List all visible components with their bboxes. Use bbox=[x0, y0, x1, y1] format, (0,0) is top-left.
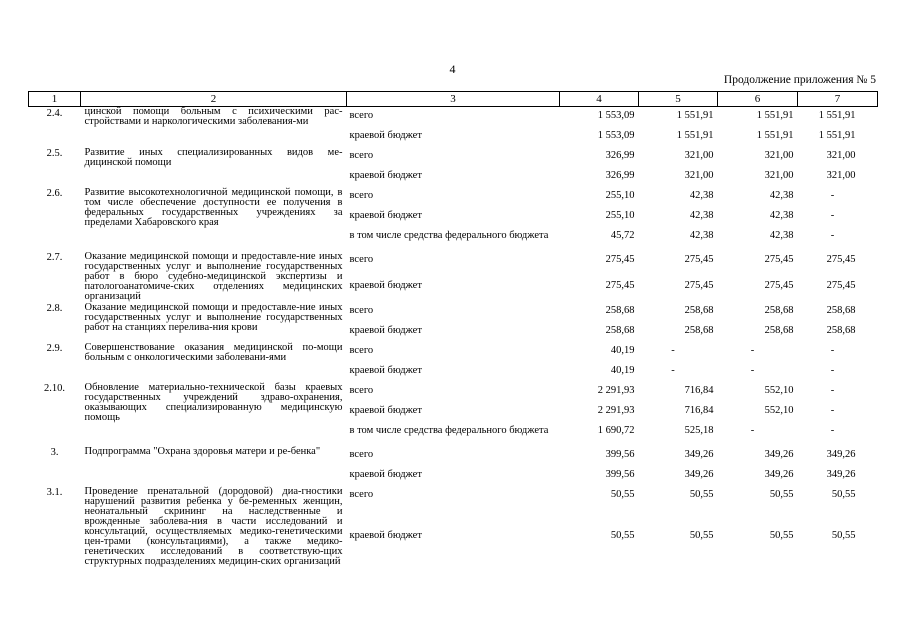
value-cell-col-7: 275,45 bbox=[826, 279, 856, 291]
value-cell-col-4: 2 291,93 bbox=[597, 385, 635, 396]
value-cell-col-4: 399,56 bbox=[605, 469, 635, 480]
funding-source-label: всего bbox=[349, 110, 374, 121]
budget-table bbox=[28, 91, 878, 567]
value-cell-col-7: 1 551,91 bbox=[818, 110, 856, 121]
row-name: Обновление материально-технической базы краевых государственных учреждений здраво-охранения, оказывающих специализированную медицинскую помощь bbox=[84, 382, 343, 423]
value-cell-col-4: 2 291,93 bbox=[597, 405, 635, 416]
value-cell-col-7: 275,45 bbox=[826, 254, 856, 265]
value-cell-col-7: 321,00 bbox=[826, 150, 856, 161]
value-cell-col-6: 1 551,91 bbox=[756, 110, 794, 121]
value-cell-col-5: 349,26 bbox=[684, 449, 714, 460]
row-number: 2.5. bbox=[46, 148, 63, 159]
value-cell-col-6: - bbox=[750, 345, 755, 356]
value-cell-col-7: 258,68 bbox=[826, 305, 856, 316]
value-cell-col-5: 716,84 bbox=[684, 405, 714, 416]
value-cell-col-4: 275,45 bbox=[605, 279, 635, 291]
value-cell-col-6: 50,55 bbox=[769, 529, 794, 541]
value-cell-col-7: 1 551,91 bbox=[818, 130, 856, 141]
value-cell-col-6: 42,38 bbox=[769, 210, 794, 221]
funding-source-label: краевой бюджет bbox=[349, 279, 422, 291]
page-number: 4 bbox=[449, 62, 456, 76]
value-cell-col-6: 1 551,91 bbox=[756, 130, 794, 141]
row-name: Подпрограмма "Охрана здоровья матери и ре-бенка" bbox=[84, 446, 321, 457]
table-row bbox=[29, 302, 878, 322]
value-cell-col-4: 40,19 bbox=[610, 345, 635, 356]
funding-source-label: краевой бюджет bbox=[349, 210, 422, 221]
continuation-note: Продолжение приложения № 5 bbox=[723, 74, 876, 86]
value-cell-col-5: 321,00 bbox=[684, 170, 714, 181]
value-cell-col-7: - bbox=[830, 405, 835, 416]
value-cell-col-4: 326,99 bbox=[605, 170, 635, 181]
funding-source-label: всего bbox=[349, 150, 374, 161]
funding-source-label: всего bbox=[349, 190, 374, 201]
header-col-3: 3 bbox=[347, 92, 560, 107]
value-cell-col-7: - bbox=[830, 230, 835, 241]
table-row bbox=[29, 486, 878, 527]
value-cell-col-5: 258,68 bbox=[684, 305, 714, 316]
table-body bbox=[29, 107, 878, 568]
value-cell-col-6: 42,38 bbox=[769, 230, 794, 241]
funding-source-label: краевой бюджет bbox=[349, 405, 422, 416]
value-cell-col-5: - bbox=[671, 345, 675, 356]
value-cell-col-7: - bbox=[830, 385, 835, 396]
value-cell-col-7: - bbox=[830, 210, 835, 221]
funding-source-label: всего bbox=[349, 305, 374, 316]
value-cell-col-6: 552,10 bbox=[764, 385, 794, 396]
value-cell-col-6: 349,26 bbox=[764, 469, 794, 480]
funding-source-label: краевой бюджет bbox=[349, 130, 422, 141]
row-name: Проведение пренатальной (дородовой) диа-гностики нарушений развития ребенка у бе-ременных женщин, неонатальный скрининг на наследственные и врожденные заболева-ния в части исследований и консультаций, осуществляемых медико-генетическими цен-трами (консультациями), а также медико-генетических исследований в соответствую-щих структурных подразделениях медицин-ских организаций bbox=[84, 486, 343, 567]
value-cell-col-6: 42,38 bbox=[769, 190, 794, 201]
funding-source-label: всего bbox=[349, 385, 374, 396]
header-col-4: 4 bbox=[560, 92, 639, 107]
value-cell-col-4: 255,10 bbox=[605, 190, 635, 201]
row-number: 2.4. bbox=[46, 108, 63, 119]
value-cell-col-5: 525,18 bbox=[684, 425, 714, 436]
value-cell-col-4: 326,99 bbox=[605, 150, 635, 161]
table-row bbox=[29, 251, 878, 277]
value-cell-col-4: 1 553,09 bbox=[597, 130, 635, 141]
funding-source-label: в том числе средства федерального бюджета bbox=[349, 230, 549, 241]
funding-source-label: всего bbox=[349, 449, 374, 460]
value-cell-col-6: 321,00 bbox=[764, 150, 794, 161]
value-cell-col-6: - bbox=[750, 365, 755, 376]
value-cell-col-7: 50,55 bbox=[831, 529, 856, 541]
value-cell-col-5: 42,38 bbox=[689, 230, 714, 241]
value-cell-col-4: 40,19 bbox=[610, 365, 635, 376]
header-col-7: 7 bbox=[798, 92, 878, 107]
value-cell-col-7: - bbox=[830, 190, 835, 201]
header-col-5: 5 bbox=[639, 92, 718, 107]
row-name: цинской помощи больным с психическими рас-стройствами и наркологическими заболевания-ми bbox=[84, 106, 343, 127]
row-number: 3.1. bbox=[46, 487, 63, 498]
value-cell-col-7: 349,26 bbox=[826, 449, 856, 460]
value-cell-col-6: 275,45 bbox=[764, 254, 794, 265]
table-row bbox=[29, 446, 878, 466]
row-number: 2.10. bbox=[44, 383, 65, 394]
funding-source-label: краевой бюджет bbox=[349, 325, 422, 336]
value-cell-col-5: 42,38 bbox=[689, 190, 714, 201]
funding-source-label: краевой бюджет bbox=[349, 170, 422, 181]
value-cell-col-5: 50,55 bbox=[689, 529, 714, 541]
value-cell-col-7: 321,00 bbox=[826, 170, 856, 181]
value-cell-col-6: 258,68 bbox=[764, 325, 794, 336]
value-cell-col-4: 50,55 bbox=[610, 529, 635, 541]
table-row bbox=[29, 147, 878, 167]
value-cell-col-5: 716,84 bbox=[684, 385, 714, 396]
value-cell-col-6: 321,00 bbox=[764, 170, 794, 181]
funding-source-label: всего bbox=[349, 254, 374, 265]
value-cell-col-6: 349,26 bbox=[764, 449, 794, 460]
row-number: 2.9. bbox=[46, 343, 63, 354]
row-number: 2.7. bbox=[46, 252, 63, 263]
value-cell-col-5: 275,45 bbox=[684, 254, 714, 265]
funding-source-label: всего bbox=[349, 489, 374, 500]
header-col-1: 1 bbox=[29, 92, 81, 107]
value-cell-col-6: 552,10 bbox=[764, 405, 794, 416]
value-cell-col-4: 1 690,72 bbox=[597, 425, 635, 436]
value-cell-col-5: 258,68 bbox=[684, 325, 714, 336]
value-cell-col-5: 349,26 bbox=[684, 469, 714, 480]
value-cell-col-6: 50,55 bbox=[769, 489, 794, 500]
value-cell-col-4: 255,10 bbox=[605, 210, 635, 221]
value-cell-col-7: 50,55 bbox=[831, 489, 856, 500]
value-cell-col-4: 45,72 bbox=[610, 230, 635, 241]
value-cell-col-7: 258,68 bbox=[826, 325, 856, 336]
value-cell-col-4: 1 553,09 bbox=[597, 110, 635, 121]
value-cell-col-4: 399,56 bbox=[605, 449, 635, 460]
table-row bbox=[29, 107, 878, 128]
value-cell-col-4: 258,68 bbox=[605, 325, 635, 336]
funding-source-label: краевой бюджет bbox=[349, 469, 422, 480]
value-cell-col-7: 349,26 bbox=[826, 469, 856, 480]
funding-source-label: всего bbox=[349, 345, 374, 356]
funding-source-label: краевой бюджет bbox=[349, 365, 422, 376]
value-cell-col-5: 321,00 bbox=[684, 150, 714, 161]
value-cell-col-6: 275,45 bbox=[764, 279, 794, 291]
value-cell-col-5: 42,38 bbox=[689, 210, 714, 221]
value-cell-col-4: 258,68 bbox=[605, 305, 635, 316]
table-row bbox=[29, 187, 878, 207]
row-number: 2.8. bbox=[46, 303, 63, 314]
value-cell-col-5: 50,55 bbox=[689, 489, 714, 500]
value-cell-col-5: 1 551,91 bbox=[676, 130, 714, 141]
value-cell-col-7: - bbox=[830, 425, 835, 436]
table-row bbox=[29, 342, 878, 362]
row-name: Развитие иных специализированных видов ме-дицинской помощи bbox=[84, 147, 343, 168]
value-cell-col-4: 275,45 bbox=[605, 254, 635, 265]
row-name: Совершенствование оказания медицинской по-мощи больным с онкологическими заболевани-ями bbox=[84, 342, 343, 363]
row-name: Развитие высокотехнологичной медицинской помощи, в том числе обеспечение доступности ее получения в федеральных государственных учреждениях за пределами Хабаровского края bbox=[84, 187, 343, 228]
row-number: 3. bbox=[50, 447, 59, 458]
header-row bbox=[29, 92, 878, 107]
value-cell-col-5: 1 551,91 bbox=[676, 110, 714, 121]
funding-source-label: в том числе средства федерального бюджета bbox=[349, 425, 549, 436]
row-number: 2.6. bbox=[46, 188, 63, 199]
row-name: Оказание медицинской помощи и предоставле-ние иных государственных услуг и выполнение государственных работ в бюро судебно-медицинской экспертизы и патологоанатомиче-ских отделениях медицинских организаций bbox=[84, 251, 343, 302]
value-cell-col-7: - bbox=[830, 345, 835, 356]
value-cell-col-5: 275,45 bbox=[684, 279, 714, 291]
value-cell-col-4: 50,55 bbox=[610, 489, 635, 500]
header-col-2: 2 bbox=[81, 92, 347, 107]
row-name: Оказание медицинской помощи и предоставле-ние иных государственных услуг и выполнение государственных работ на станциях перелива-ния крови bbox=[84, 302, 343, 333]
value-cell-col-6: 258,68 bbox=[764, 305, 794, 316]
header-col-6: 6 bbox=[718, 92, 798, 107]
value-cell-col-7: - bbox=[830, 365, 835, 376]
funding-source-label: краевой бюджет bbox=[349, 529, 422, 541]
value-cell-col-5: - bbox=[671, 365, 675, 376]
table-row bbox=[29, 382, 878, 402]
value-cell-col-6: - bbox=[750, 425, 755, 436]
